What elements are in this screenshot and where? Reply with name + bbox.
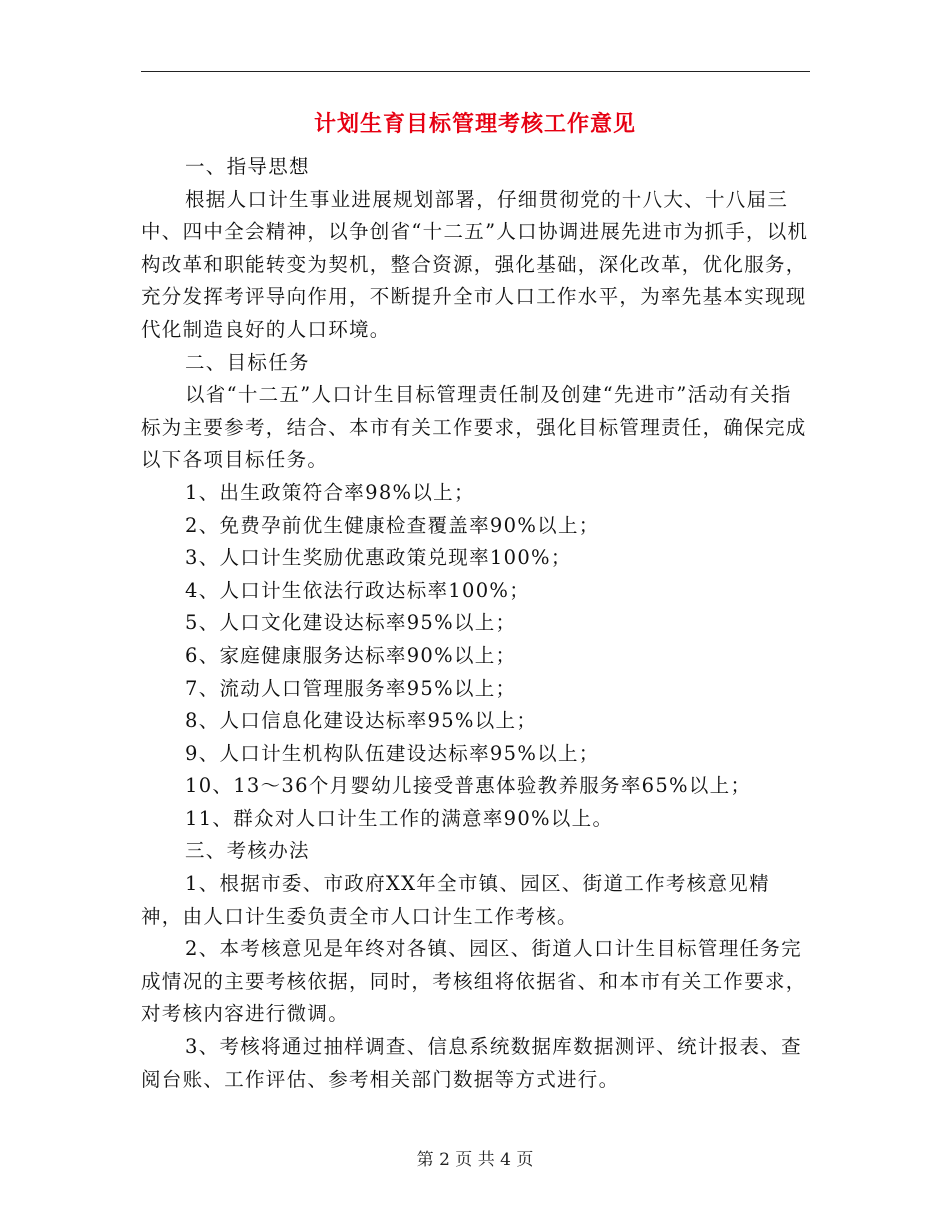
paragraph: 2、本考核意见是年终对各镇、园区、街道人口计生目标管理任务完成情况的主要考核依据，同时，考核组将依据省、和本市有关工作要求，对考核内容进行微调。	[141, 937, 807, 1026]
paragraph: 1、根据市委、市政府XX年全市镇、园区、街道工作考核意见精神，由人口计生委负责全市人口计生工作考核。	[141, 872, 770, 928]
paragraph: 3、考核将通过抽样调查、信息系统数据库数据测评、统计报表、查阅台账、工作评估、参考相关部门数据等方式进行。	[141, 1035, 802, 1091]
section-heading: 二、目标任务	[185, 350, 310, 374]
list-item: 1、出生政策符合率98%以上；	[185, 480, 475, 504]
list-item: 9、人口计生机构队伍建设达标率95%以上；	[185, 741, 600, 765]
list-item: 6、家庭健康服务达标率90%以上；	[185, 643, 517, 667]
header-rule	[141, 71, 810, 72]
section-heading: 三、考核办法	[185, 839, 310, 863]
document-title: 计划生育目标管理考核工作意见	[313, 111, 636, 137]
section-heading: 一、指导思想	[185, 155, 310, 178]
list-item: 8、人口信息化建设达标率95%以上；	[185, 709, 538, 733]
list-item: 7、流动人口管理服务率95%以上；	[185, 676, 517, 700]
document-body	[141, 151, 810, 1096]
list-item: 4、人口计生依法行政达标率100%；	[185, 578, 531, 602]
page-number: 第 2 页 共 4 页	[416, 1150, 534, 1170]
paragraph: 根据人口计生事业进展规划部署，仔细贯彻党的十八大、十八届三中、四中全会精神，以争创省“十二五”人口协调进展先进市为抓手，以机构改革和职能转变为契机，整合资源，强化基础，深化改革，优化服务，充分发挥考评导向作用，不断提升全市人口工作水平，为率先基本实现现代化制造良好的人口环境。	[141, 187, 809, 341]
list-item: 11、群众对人口计生工作的满意率90%以上。	[185, 806, 614, 830]
list-item: 3、人口计生奖励优惠政策兑现率100%；	[185, 546, 572, 570]
list-item: 2、免费孕前优生健康检查覆盖率90%以上；	[185, 513, 600, 537]
list-item: 5、人口文化建设达标率95%以上；	[185, 611, 517, 635]
list-item: 10、13～36个月婴幼儿接受普惠体验教养服务率65%以上；	[185, 774, 752, 798]
paragraph: 以省“十二五”人口计生目标管理责任制及创建“先进市”活动有关指标为主要参考，结合、本市有关工作要求，强化目标管理责任，确保完成以下各项目标任务。	[141, 383, 807, 472]
